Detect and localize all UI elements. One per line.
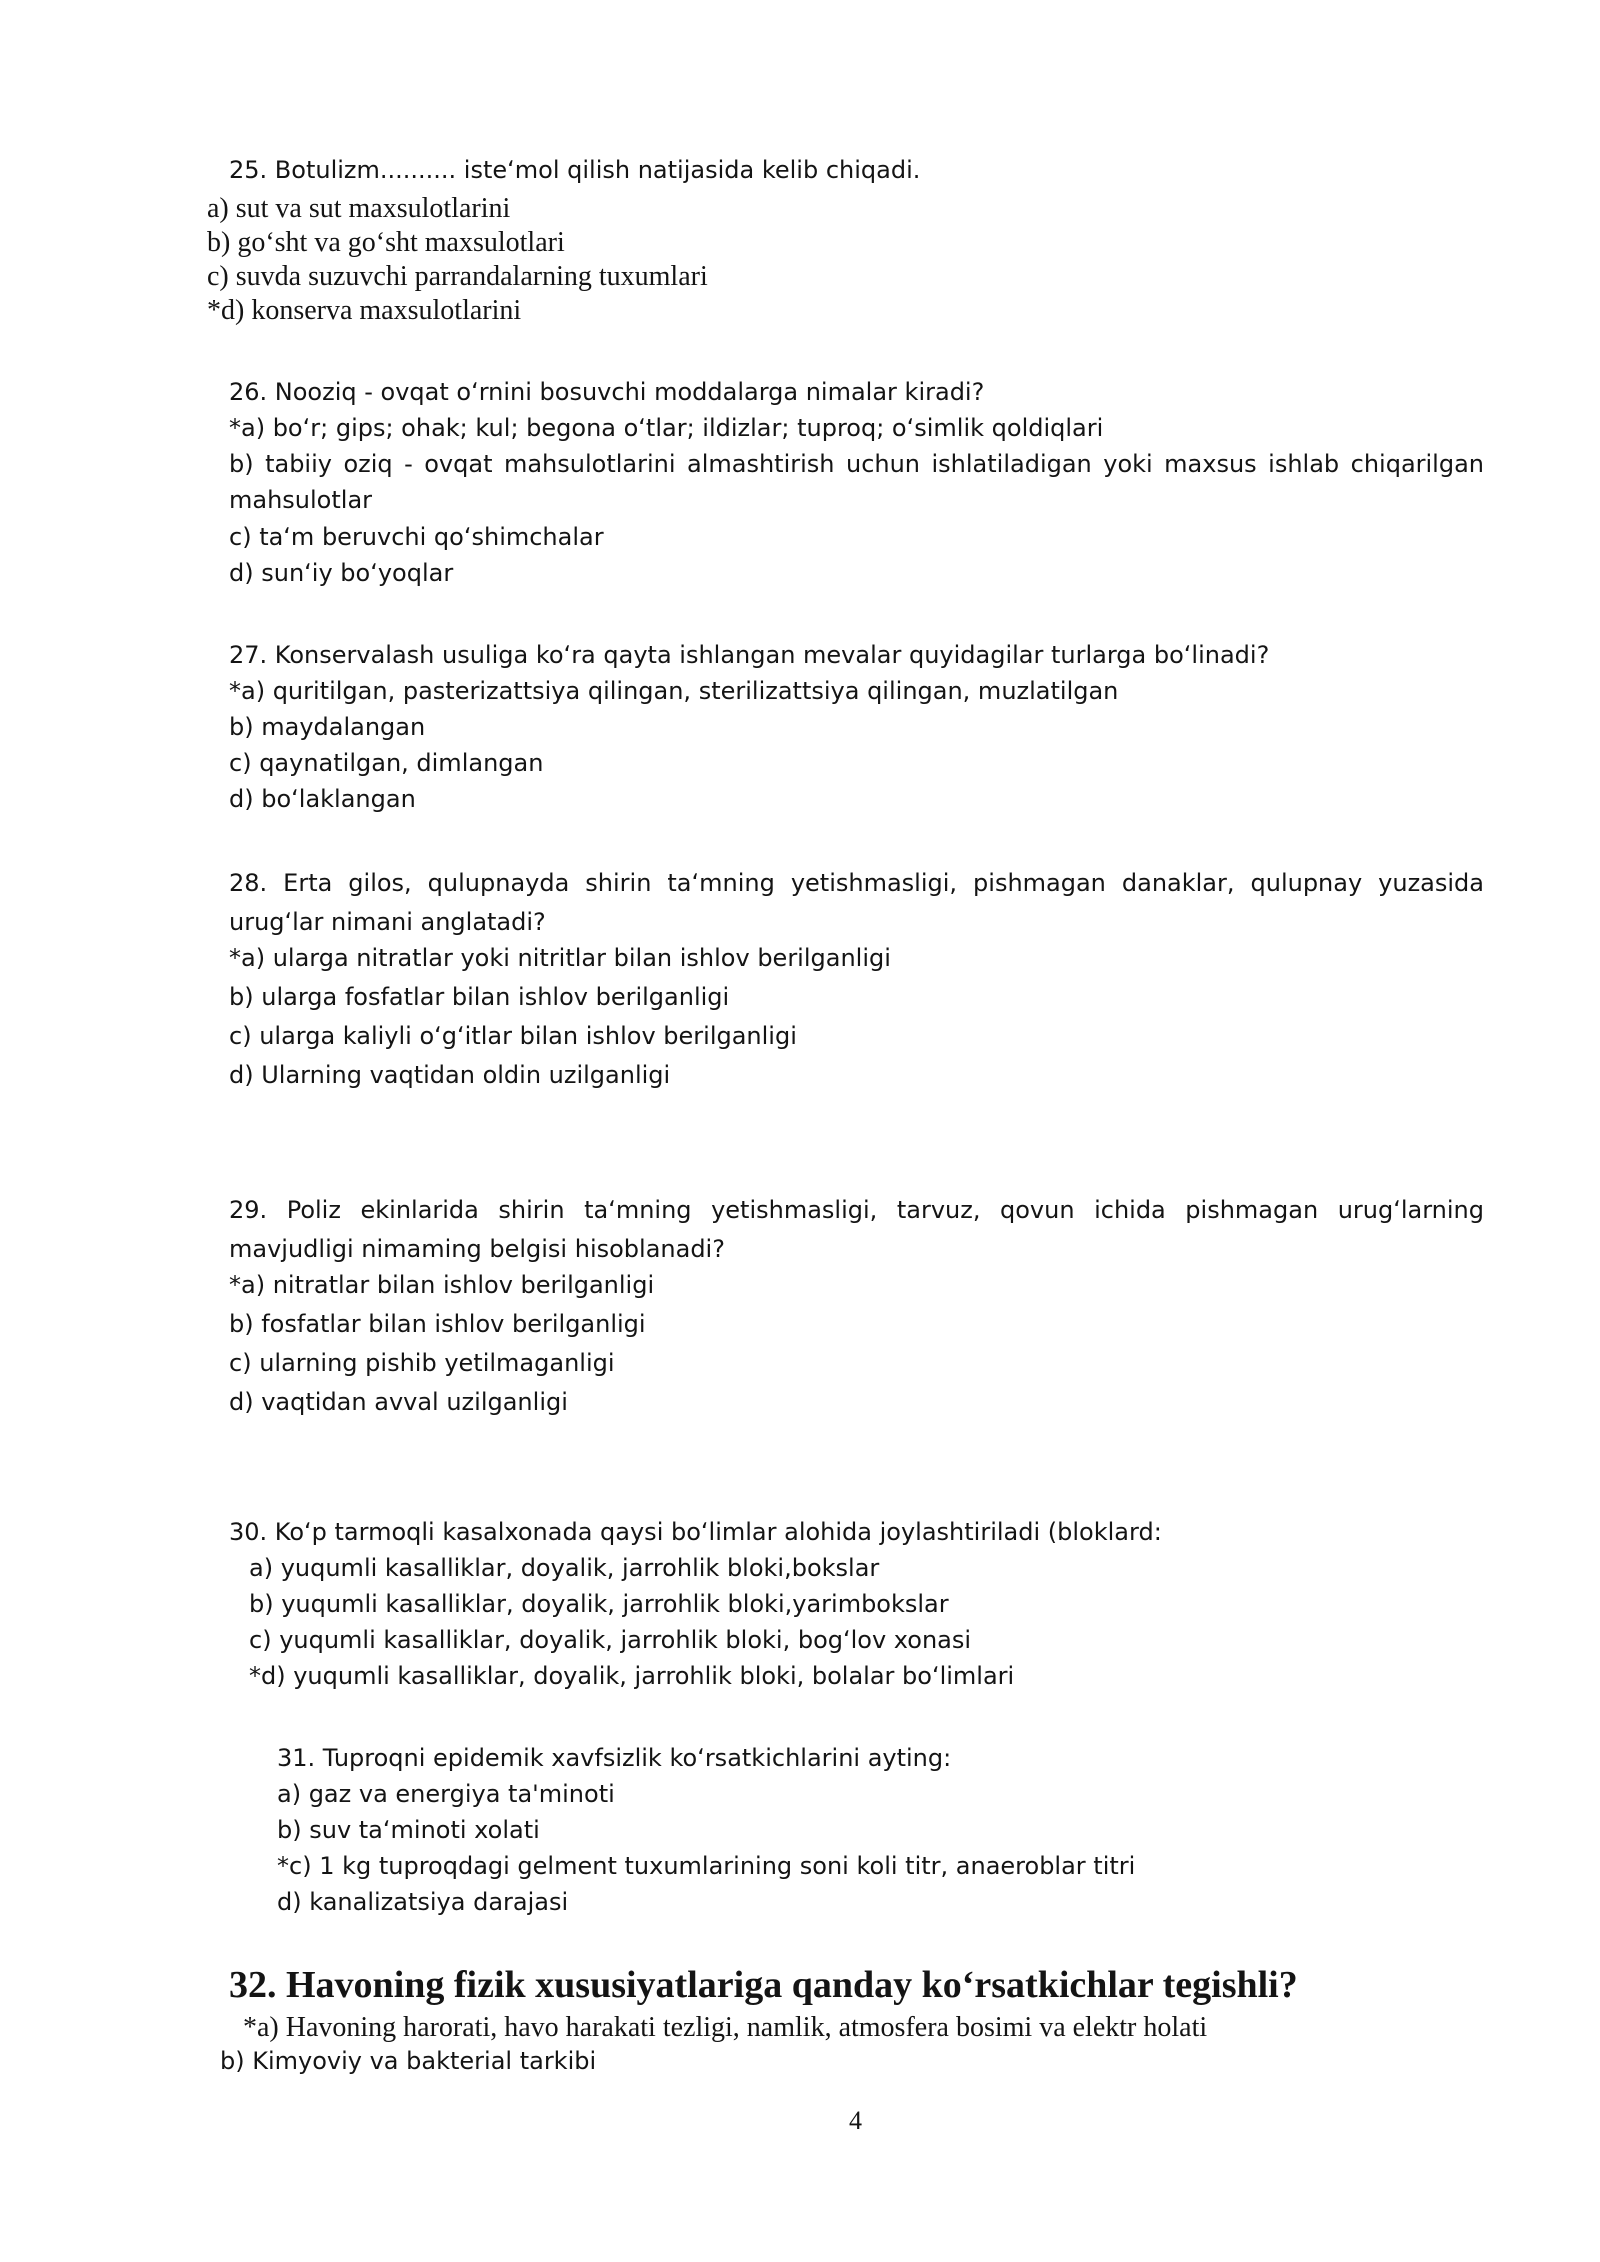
question-32-option-a: *a) Havoning harorati, havo harakati tezligi, namlik, atmosfera bosimi va elektr holati <box>243 2012 1208 2043</box>
question-25-title: 25. Botulizm.......... isteʻmol qilish natijasida kelib chiqadi. <box>229 156 921 184</box>
question-26-option-d: d) sunʻiy boʻyoqlar <box>229 559 454 587</box>
question-25-option-d: *d) konserva maxsulotlarini <box>207 295 522 326</box>
question-31-option-b: b) suv taʻminoti xolati <box>277 1816 540 1844</box>
question-31-option-a: a) gaz va energiya ta'minoti <box>277 1780 615 1808</box>
question-31-title: 31. Tuproqni epidemik xavfsizlik koʻrsatkichlarini ayting: <box>277 1744 952 1772</box>
question-26-title: 26. Nooziq - ovqat oʻrnini bosuvchi moddalarga nimalar kiradi? <box>229 378 985 406</box>
question-29-option-d: d) vaqtidan avval uzilganligi <box>229 1388 568 1416</box>
question-27-option-b: b) maydalangan <box>229 713 426 741</box>
page-number: 4 <box>849 2106 862 2135</box>
question-28-option-a: *a) ularga nitratlar yoki nitritlar bilan ishlov berilganligi <box>229 944 891 972</box>
question-27-option-a: *a) quritilgan, pasterizattsiya qilingan, sterilizattsiya qilingan, muzlatilgan <box>229 677 1119 705</box>
question-25-option-a: a) sut va sut maxsulotlarini <box>207 193 511 224</box>
question-28-option-d: d) Ularning vaqtidan oldin uzilganligi <box>229 1061 671 1089</box>
question-29-option-a: *a) nitratlar bilan ishlov berilganligi <box>229 1271 655 1299</box>
question-32-title: 32. Havoning fizik xususiyatlariga qanday koʻrsatkichlar tegishli? <box>229 1964 1298 2006</box>
question-27-option-d: d) boʻlaklangan <box>229 785 416 813</box>
question-31-option-d: d) kanalizatsiya darajasi <box>277 1888 569 1916</box>
question-25-option-b: b) goʻsht va goʻsht maxsulotlari <box>207 227 565 258</box>
question-30-option-b: b) yuqumli kasalliklar, doyalik, jarrohlik bloki,yarimbokslar <box>249 1590 949 1618</box>
question-29-title: 29. Poliz ekinlarida shirin taʻmning yetishmasligi, tarvuz, qovun ichida pishmagan urugʻlarning mavjudligi nimaming belgisi hisoblanadi? <box>229 1196 1484 1263</box>
question-29-option-b: b) fosfatlar bilan ishlov berilganligi <box>229 1310 646 1338</box>
question-26-option-a: *a) boʻr; gips; ohak; kul; begona oʻtlar; ildizlar; tuproq; oʻsimlik qoldiqlari <box>229 414 1104 442</box>
question-30-option-a: a) yuqumli kasalliklar, doyalik, jarrohlik bloki,bokslar <box>249 1554 880 1582</box>
question-30-option-c: c) yuqumli kasalliklar, doyalik, jarrohlik bloki, bogʻlov xonasi <box>249 1626 972 1654</box>
question-30-title: 30. Koʻp tarmoqli kasalxonada qaysi boʻlimlar alohida joylashtiriladi (bloklard: <box>229 1518 1162 1546</box>
question-29-option-c: c) ularning pishib yetilmaganligi <box>229 1349 615 1377</box>
question-30-option-d: *d) yuqumli kasalliklar, doyalik, jarrohlik bloki, bolalar boʻlimlari <box>249 1662 1015 1690</box>
question-32-option-b: b) Kimyoviy va bakterial tarkibi <box>220 2047 597 2075</box>
question-31-option-c: *c) 1 kg tuproqdagi gelment tuxumlarining soni koli titr, anaeroblar titri <box>277 1852 1136 1880</box>
question-26-option-b: b) tabiiy oziq - ovqat mahsulotlarini almashtirish uchun ishlatiladigan yoki maxsus ishlab chiqarilgan mahsulotlar <box>229 450 1484 514</box>
question-27-option-c: c) qaynatilgan, dimlangan <box>229 749 544 777</box>
question-28-title: 28. Erta gilos, qulupnayda shirin taʻmning yetishmasligi, pishmagan danaklar, qulupnay yuzasida urugʻlar nimani anglatadi? <box>229 869 1484 936</box>
question-28-option-b: b) ularga fosfatlar bilan ishlov berilganligi <box>229 983 730 1011</box>
question-25-option-c: c) suvda suzuvchi parrandalarning tuxumlari <box>207 261 708 292</box>
question-27-title: 27. Konservalash usuliga koʻra qayta ishlangan mevalar quyidagilar turlarga boʻlinadi? <box>229 641 1270 669</box>
question-28-option-c: c) ularga kaliyli oʻgʻitlar bilan ishlov berilganligi <box>229 1022 797 1050</box>
question-26-option-c: c) taʻm beruvchi qoʻshimchalar <box>229 523 604 551</box>
